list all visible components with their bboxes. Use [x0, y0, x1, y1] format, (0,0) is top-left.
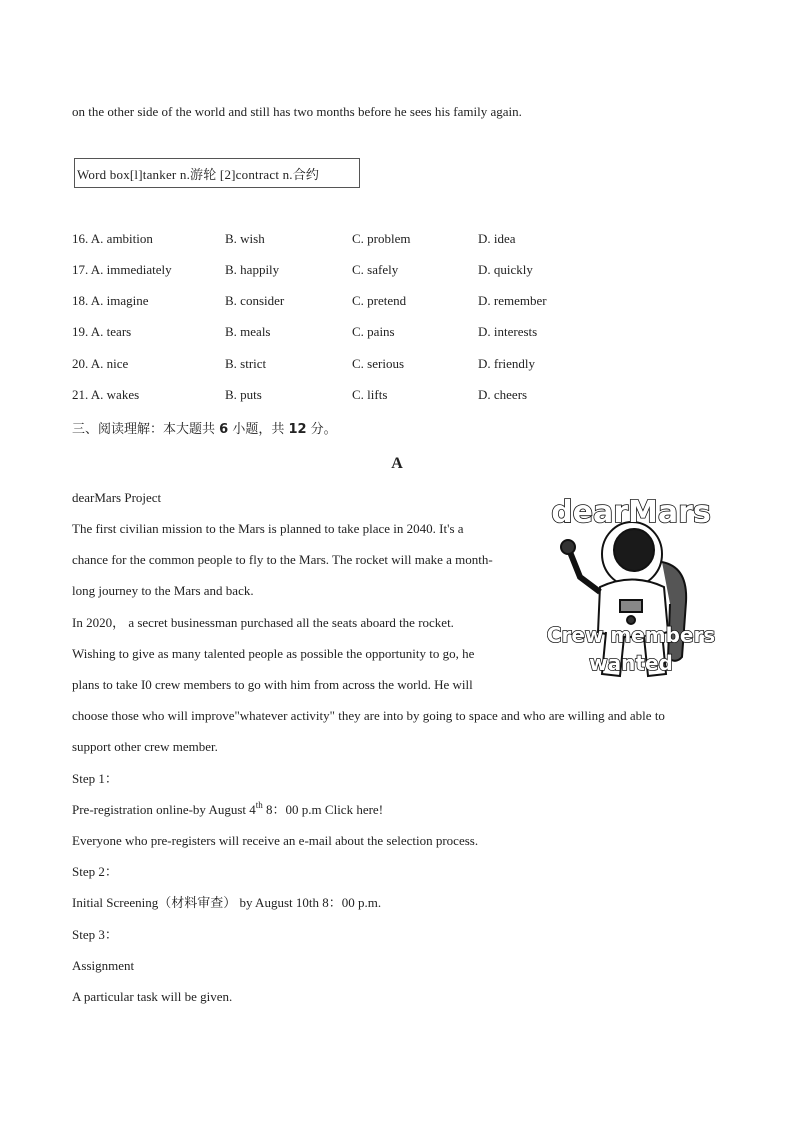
option-b: B. happily: [225, 262, 280, 277]
astronaut-illustration: [540, 492, 722, 687]
option-a: 16. A. ambition: [72, 231, 153, 246]
passage-title: dearMars Project: [72, 490, 162, 505]
question-21: [72, 387, 632, 403]
word-box: [74, 158, 360, 188]
passage-line: support other crew member.: [72, 739, 218, 754]
step-2-text: Initial Screening（材料审查） by August 10th 8：00 p.m.: [72, 895, 382, 910]
step-3-title: Assignment: [72, 958, 135, 973]
option-c: C. pretend: [352, 293, 407, 308]
step-2-label: Step 2：: [72, 864, 118, 879]
image-text-bottom-2: wanted: [589, 651, 673, 675]
passage-line: choose those who will improve"whatever activity" they are into by going to space and who are willing and able to: [72, 708, 665, 723]
option-b: B. strict: [225, 356, 267, 371]
passage-letter: A: [391, 455, 403, 472]
passage-line: plans to take I0 crew members to go with him from across the world. He will: [72, 677, 473, 692]
option-c: C. problem: [352, 231, 411, 246]
question-17: [72, 262, 632, 278]
option-d: D. idea: [478, 231, 516, 246]
option-c: C. pains: [352, 324, 395, 339]
option-a: 17. A. immediately: [72, 262, 172, 277]
passage-line: long journey to the Mars and back.: [72, 583, 254, 598]
option-d: D. remember: [478, 293, 547, 308]
option-b: B. wish: [225, 231, 265, 246]
option-a: 20. A. nice: [72, 356, 129, 371]
section-heading: 三、阅读理解：本大题共 6 小题，共 12 分。: [72, 422, 337, 437]
option-d: D. quickly: [478, 262, 533, 277]
option-a: 21. A. wakes: [72, 387, 140, 402]
passage-line: The first civilian mission to the Mars is planned to take place in 2040. It's a: [72, 521, 464, 536]
option-b: B. meals: [225, 324, 271, 339]
question-20: [72, 356, 632, 372]
step-3-description: A particular task will be given.: [72, 989, 233, 1004]
step-1-text: Pre-registration online-by August 4th 8：00 p.m Click here!: [72, 799, 384, 817]
option-d: D. friendly: [478, 356, 536, 371]
option-c: C. safely: [352, 262, 399, 277]
step-3-label: Step 3：: [72, 927, 118, 942]
passage-line: chance for the common people to fly to the Mars. The rocket will make a month-: [72, 552, 493, 567]
passage-line: In 2020， a secret businessman purchased all the seats aboard the rocket.: [72, 615, 454, 630]
option-c: C. serious: [352, 356, 404, 371]
intro-line: on the other side of the world and still has two months before he sees his family again.: [72, 104, 522, 119]
word-box-text: Word box[l]tanker n.游轮 [2]contract n.合约: [77, 167, 320, 182]
passage-line: Wishing to give as many talented people as possible the opportunity to go, he: [72, 646, 475, 661]
option-d: D. interests: [478, 324, 538, 339]
image-text-top: dearMars: [551, 495, 711, 530]
option-c: C. lifts: [352, 387, 388, 402]
image-text-bottom-1: Crew members: [546, 623, 716, 647]
option-b: B. puts: [225, 387, 262, 402]
option-d: D. cheers: [478, 387, 528, 402]
question-19: [72, 324, 632, 340]
option-a: 19. A. tears: [72, 324, 132, 339]
step-1-description: Everyone who pre-registers will receive an e-mail about the selection process.: [72, 833, 479, 848]
question-18: [72, 293, 632, 309]
step-1-label: Step 1：: [72, 771, 118, 786]
question-16: [72, 231, 632, 247]
option-b: B. consider: [225, 293, 285, 308]
option-a: 18. A. imagine: [72, 293, 149, 308]
